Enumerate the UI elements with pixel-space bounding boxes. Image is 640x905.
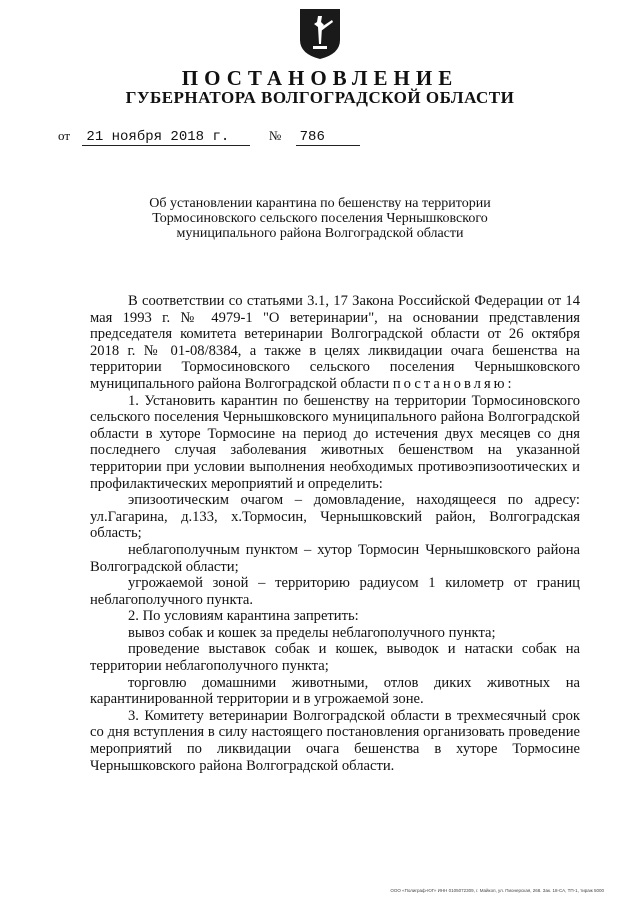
issuer-subtitle: ГУБЕРНАТОРА ВОЛГОГРАДСКОЙ ОБЛАСТИ [125, 88, 515, 107]
decree-word: постановляю: [392, 375, 515, 392]
number-label: № [268, 128, 282, 143]
paragraph-1-focus: эпизоотическим очагом – домовладение, находящееся по адресу: ул.Гагарина, д.133, х.Тормосин, Чернышковский район, Волгоградская область; [90, 492, 580, 542]
paragraph-3: 3. Комитету ветеринарии Волгоградской области в трехмесячный срок со дня вступления в силу настоящего постановления организовать проведение мероприятий по ликвидации очага бешенства в хуторе Тормосине Чернышковского района Волгоградской области. [90, 707, 580, 774]
number-value: 786 [296, 129, 360, 146]
paragraph-2-a: вывоз собак и кошек за пределы неблагополучного пункта; [128, 624, 496, 641]
paragraph-1-zone: угрожаемой зоной – территорию радиусом 1 километр от границ неблагополучного пункта. [90, 575, 580, 608]
coat-of-arms-emblem [299, 8, 341, 60]
heading-line: Об установлении карантина по бешенству на территории [149, 196, 491, 211]
printer-footer: ООО «Полиграф-ЮГ» ИНН 0105072309, г. Майкоп, ул. Пионерская, 268. Зак. 18-СА, ТП-1, тираж 5000 [390, 888, 604, 893]
date-number-line [58, 128, 360, 146]
document-heading [100, 196, 540, 241]
document-body [90, 293, 580, 774]
paragraph-2: 2. По условиям карантина запретить: [128, 608, 359, 625]
date-label: от [58, 128, 71, 143]
paragraph-1-point: неблагополучным пунктом – хутор Тормосин Чернышковского района Волгоградской области; [90, 541, 580, 575]
intro-paragraph [90, 293, 580, 393]
paragraph-1: 1. Установить карантин по бешенству на территории Тормосиновского сельского поселения Чернышковского муниципального района Волгоградской области в хуторе Тормосине на период до истечения двух месяцев со дня последнего случая заболевания животных бешенством на указанной территории при условии выполнения необходимых противоэпизоотических и профилактических мероприятий и определить: [90, 392, 580, 492]
heading-line: Тормосиновского сельского поселения Чернышковского [152, 211, 488, 226]
paragraph-2-b: проведение выставок собак и кошек, выводок и натаски собак на территории неблагополучного пункта; [90, 641, 580, 675]
heading-line: муниципального района Волгоградской области [176, 226, 464, 241]
paragraph-2-c: торговлю домашними животными, отлов диких животных на карантинированной территории и в угрожаемой зоне. [90, 674, 580, 708]
document-type-title: ПОСТАНОВЛЕНИЕ [181, 66, 459, 90]
date-value: 21 ноября 2018 г. [82, 129, 250, 146]
intro-text: В соответствии со статьями 3.1, 17 Закона Российской Федерации от 14 мая 1993 г. № 4979-1 "О ветеринарии", на основании представления председателя комитета ветеринарии Волгоградской области от 26 октября 2018 г. № 01-08/8384, а также в целях ликвидации очага бешенства на территории Тормосиновского сельского поселения Чернышковского муниципального района Волгоградской области [90, 293, 580, 392]
